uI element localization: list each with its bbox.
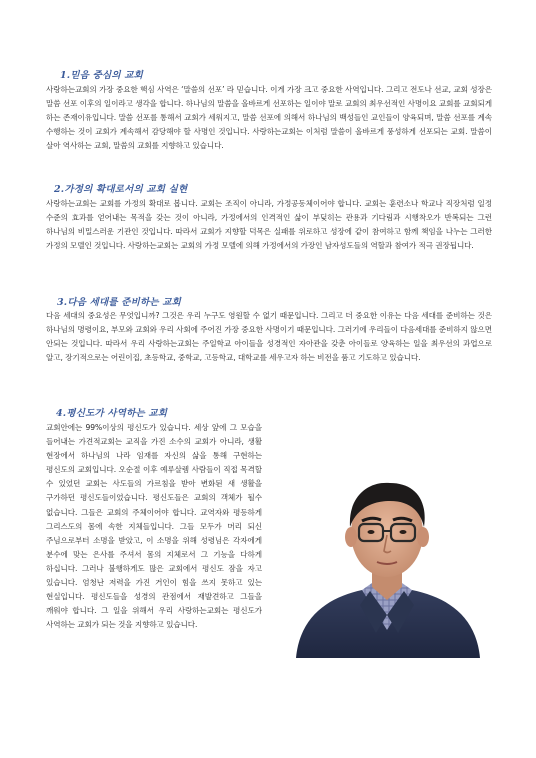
section-3-heading: 3.다음 세대를 준비하는 교회	[57, 297, 181, 308]
section-4-heading: 4.평신도가 사역하는 교회	[56, 408, 168, 419]
pastor-portrait-icon	[290, 465, 484, 658]
section-4-body: 교회안에는 99%이상의 평신도가 있습니다. 세상 앞에 그 모습을 들어내는 가견적교회는 교직을 가진 소수의 교회가 아니라, 생활 현장에서 하나님의 나라 임재를 자신의 삶을 통해 구현하는 평신도의 교회입니다. 오순절 이후 예루살렘 사람들이 직접 목격할 수 있었던 교회는 사도들의 가르침을 받아 변화된 새 생활을 구가하던 평신도들이었습니다. 평신도들은 교회의 객체가 될수 없습니다. 그들은 교회의 주체이어야 합니다. 교역자와 평등하게 그리스도의 몸에 속한 지체들입니다. 그들 모두가 머리 되신 주님으로부터 소명을 받았고, 이 소명을 위해 성령님은 각자에게 분수에 맞는 은사를 주셔서 몸의 지체로서 그 기능을 다하게 하십니다. 그러나 불행하게도 많은 교회에서 평신도 잠을 자고 있습니다. 엄청난 저력을 가진 거인이 힘을 쓰지 못하고 있는 현실입니다. 평신도들을 성경의 관점에서 재발견하고 그들을 깨워야 합니다. 그 일을 위해서 우리 사랑하는교회는 평신도가 사역하는 교회가 되는 것을 지향하고 있습니다.	[46, 423, 262, 630]
section-3-body: 다음 세대의 중요성은 무엇입니까? 그것은 우리 누구도 영원할 수 없기 때문입니다. 그리고 더 중요한 이유는 다음 세대를 준비하는 것은 하나님의 명령이요, 부모와 교회와 우리 사회에 주어진 가장 중요한 사명이기 때문입니다. 그러기에 우리들이 다음세대를 준비하지 않으면 안되는 것입니다. 따라서 우리 사랑하는교회는 주일학교 아이들을 성경적인 자아관을 갖춘 아이들로 양육하는 일을 최우선의 과업으로 알고, 장기적으로는 어린이집, 초등학교, 중학교, 고등학교, 대학교를 세우고자 하는 비전을 품고 기도하고 있습니다.	[46, 311, 492, 363]
section-2-heading: 2.가정의 확대로서의 교회 실현	[54, 184, 188, 195]
pastor-portrait-photo	[290, 465, 484, 658]
section-1-body: 사랑하는교회의 가장 중요한 핵심 사역은 ‘말씀의 선포’ 라 믿습니다. 이게 가장 크고 중요한 사역입니다. 그리고 전도나 선교, 교회 성장은 말씀 선포 이후의 일이라고 생각을 합니다. 하나님의 말씀을 올바르게 선포하는 일이야 말로 교회의 최우선적인 사명이요 교회를 교회되게 하는 존재이유입니다. 말씀 선포를 통해서 교회가 세워지고, 말씀 선포에 의해서 하나님의 백성들인 교인들이 양육되며, 말씀 선포를 계속 수행하는 것이 교회가 계속해서 감당해야 할 사명인 것입니다. 사랑하는교회는 이처럼 말씀이 올바르게 풍성하게 선포되는 교회. 말씀이 살아 역사하는 교회, 말씀의 교회를 지향하고 있습니다.	[46, 85, 492, 151]
section-2-body: 사랑하는교회는 교회를 가정의 확대로 봅니다. 교회는 조직이 아니라, 가정공동체이어야 합니다. 교회는 훈련소나 학교나 직장처럼 일정 수준의 효과를 얻어내는 목적을 갖는 것이 아니라, 가정에서의 인격적인 삶이 부딪히는 관용과 기다림과 시행착오가 반복되는 그런 하나님의 비밀스러운 기관인 것입니다. 따라서 교회가 지향할 덕목은 실패를 위로하고 성장에 같이 참여하고 함께 책임을 나누는 그러한 가정의 모델인 것입니다. 사랑하는교회는 교회의 가정 모델에 의해 가정에서의 가장인 남자성도들의 역할과 참여가 적극 권장됩니다.	[46, 199, 492, 251]
section-1-heading: 1.믿음 중심의 교회	[60, 70, 143, 81]
